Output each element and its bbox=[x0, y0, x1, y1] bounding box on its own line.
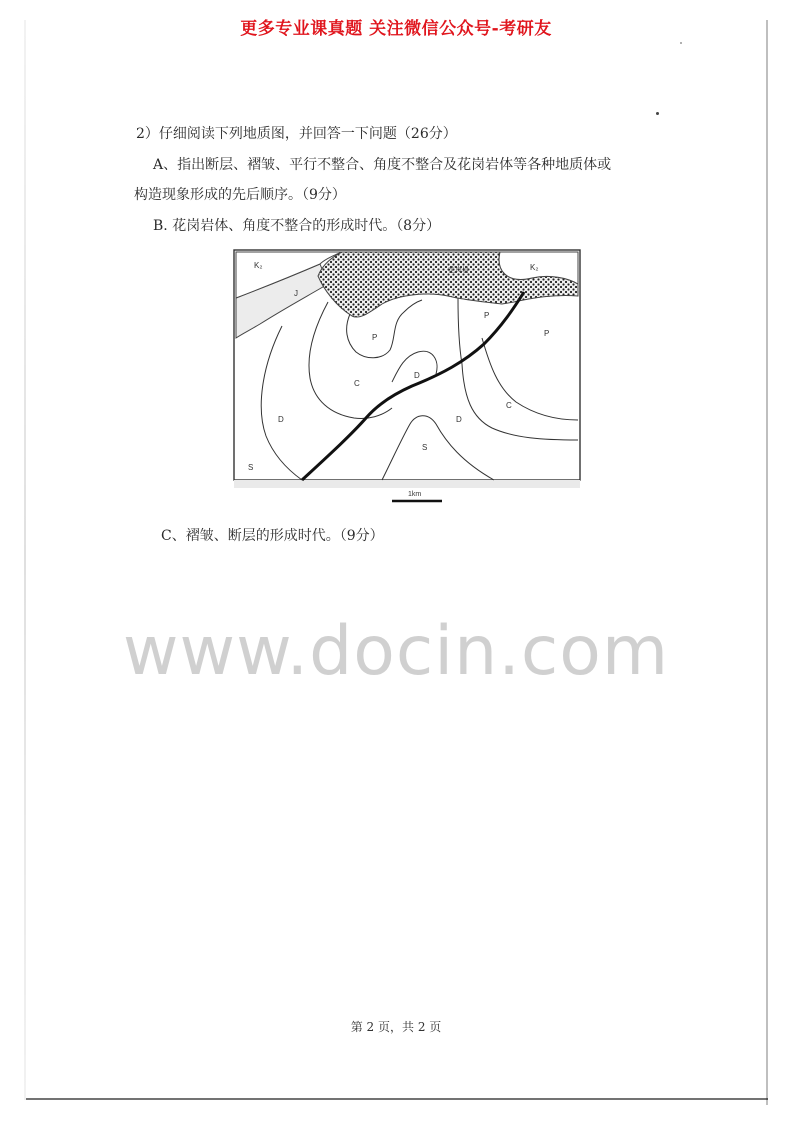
watermark: www.docin.com bbox=[122, 612, 670, 691]
part-b: B. 花岗岩体、角度不整合的形成时代。（8分） bbox=[153, 218, 441, 234]
scan-speck bbox=[680, 42, 682, 44]
label-d-center: D bbox=[414, 371, 420, 380]
label-p-center: P bbox=[372, 333, 378, 342]
scan-edge-bottom bbox=[26, 1098, 768, 1100]
label-s-center: S bbox=[422, 443, 428, 452]
map-scan-shadow bbox=[234, 480, 580, 488]
label-granite: 花岗岩 bbox=[448, 267, 469, 274]
scan-edge-left bbox=[24, 20, 26, 1100]
scan-edge-right bbox=[766, 20, 768, 1105]
part-c: C、褶皱、断层的形成时代。（9分） bbox=[161, 528, 384, 544]
label-d-left: D bbox=[278, 415, 284, 424]
part-a-line2: 构造现象形成的先后顺序。（9分） bbox=[134, 187, 346, 203]
scale-label: 1km bbox=[408, 491, 422, 498]
label-c-center: C bbox=[354, 379, 360, 388]
part-a-line1: A、指出断层、褶皱、平行不整合、角度不整合及花岗岩体等各种地质体或 bbox=[153, 157, 612, 173]
label-k2-left: K₂ bbox=[254, 261, 263, 270]
label-d-lower: D bbox=[456, 415, 462, 424]
header-banner: 更多专业课真题 关注微信公众号-考研友 bbox=[240, 19, 552, 39]
label-s-left: S bbox=[248, 463, 254, 472]
label-c-right: C bbox=[506, 401, 512, 410]
label-k2-right: K₂ bbox=[530, 263, 539, 272]
geologic-map bbox=[232, 248, 584, 512]
scan-speck bbox=[656, 112, 659, 115]
page-footer: 第 2 页，共 2 页 bbox=[350, 1020, 442, 1034]
label-p-right-top: P bbox=[484, 311, 490, 320]
question-title: 2）仔细阅读下列地质图，并回答一下问题（26分） bbox=[136, 126, 457, 142]
geologic-map-svg bbox=[232, 248, 584, 512]
label-p-far-right: P bbox=[544, 329, 550, 338]
label-j: J bbox=[294, 289, 298, 298]
